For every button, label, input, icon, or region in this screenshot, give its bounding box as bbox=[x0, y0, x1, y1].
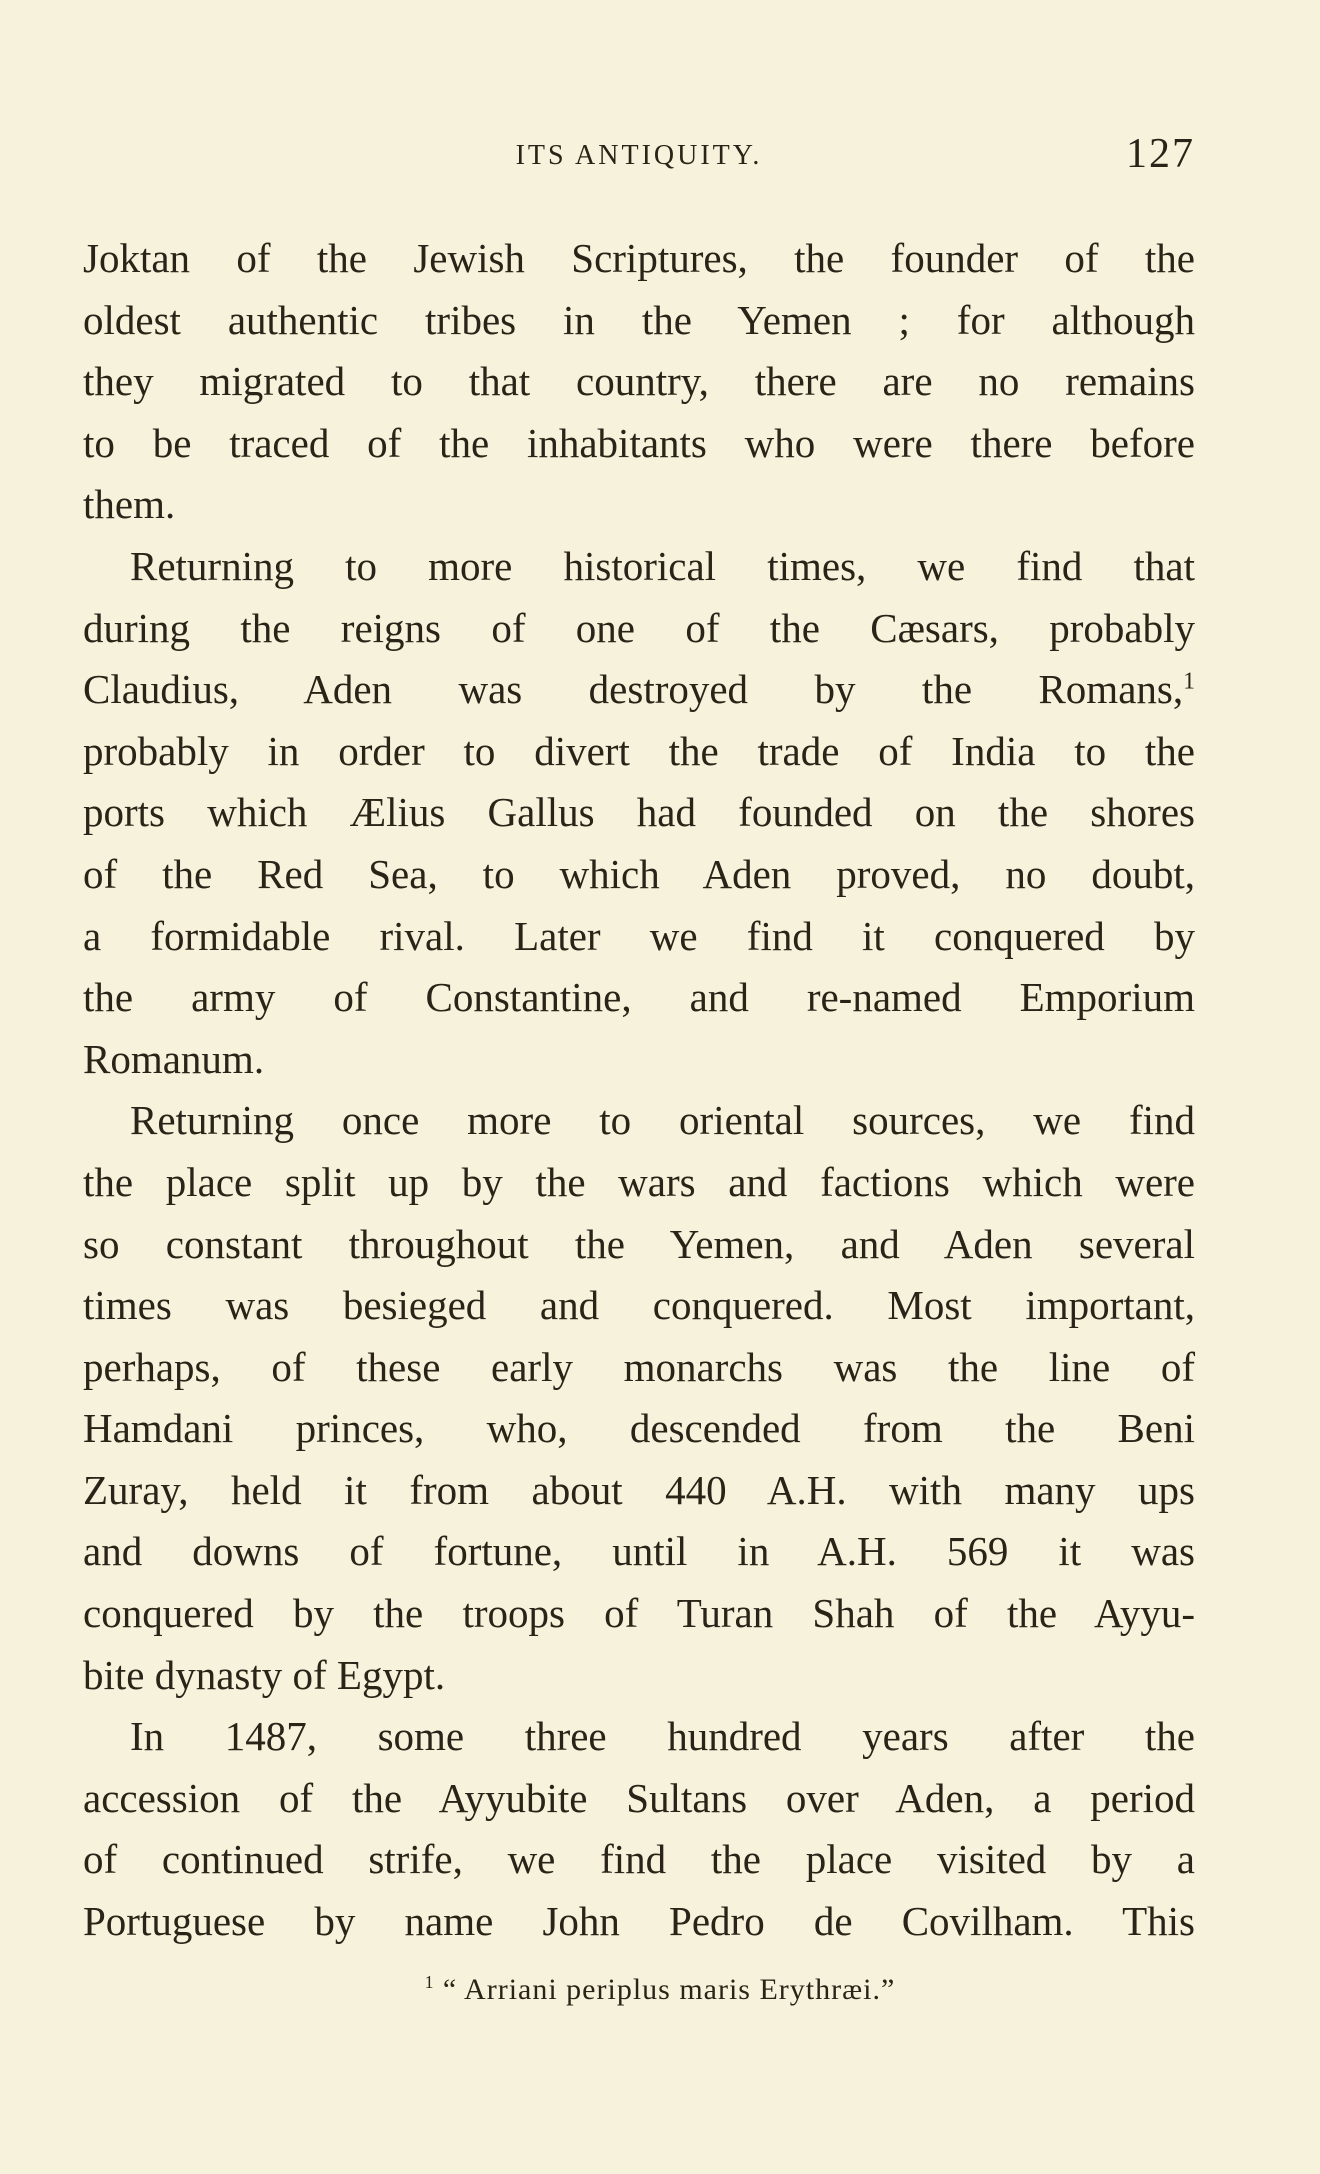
text-line: them. bbox=[83, 481, 176, 528]
text-line: of continued strife, we find the place visited by a bbox=[83, 1836, 1195, 1883]
text-line: Zuray, held it from about 440 A.H. with many ups bbox=[83, 1466, 1195, 1513]
text-line: so constant throughout the Yemen, and Aden several bbox=[83, 1220, 1195, 1267]
paragraph bbox=[83, 536, 1195, 1090]
footnote-marker: 1 bbox=[1183, 668, 1195, 695]
text-line: oldest authentic tribes in the Yemen ; for although bbox=[83, 296, 1195, 343]
text-line: during the reigns of one of the Cæsars, probably bbox=[83, 604, 1195, 651]
text-line: accession of the Ayyubite Sultans over Aden, a period bbox=[83, 1774, 1195, 1821]
text-line: probably in order to divert the trade of India to the bbox=[83, 727, 1195, 774]
text-line: Claudius, Aden was destroyed by the Romans, bbox=[83, 666, 1184, 713]
text-line: Returning to more historical times, we find that bbox=[130, 542, 1195, 589]
paragraph bbox=[83, 228, 1195, 536]
text-line: times was besieged and conquered. Most important, bbox=[83, 1282, 1195, 1329]
page-header bbox=[83, 131, 1195, 186]
text-line: Hamdani princes, who, descended from the Beni bbox=[83, 1405, 1195, 1452]
text-line: ports which Ælius Gallus had founded on the shores bbox=[83, 789, 1195, 836]
running-head: ITS ANTIQUITY. bbox=[515, 140, 763, 171]
text-line: a formidable rival. Later we find it conquered by bbox=[83, 912, 1195, 959]
text-line: to be traced of the inhabitants who were there before bbox=[83, 419, 1195, 466]
text-line-with-footnote bbox=[83, 659, 1195, 721]
paragraph bbox=[83, 1090, 1195, 1706]
paragraph bbox=[83, 1706, 1195, 1952]
text-line: Returning once more to oriental sources, we find bbox=[130, 1097, 1195, 1144]
text-line: perhaps, of these early monarchs was the line of bbox=[83, 1343, 1195, 1390]
text-line: Romanum. bbox=[83, 1035, 265, 1082]
text-line: the place split up by the wars and factions which were bbox=[83, 1158, 1195, 1205]
footnote bbox=[0, 1973, 1320, 2007]
text-line: Portuguese by name John Pedro de Covilham. This bbox=[83, 1898, 1195, 1945]
text-line: and downs of fortune, until in A.H. 569 it was bbox=[83, 1528, 1195, 1575]
text-line: conquered by the troops of Turan Shah of the Ayyu- bbox=[83, 1590, 1195, 1637]
footnote-marker: 1 bbox=[424, 1972, 435, 1992]
text-line: the army of Constantine, and re-named Emporium bbox=[83, 974, 1195, 1021]
text-line: In 1487, some three hundred years after the bbox=[130, 1713, 1195, 1760]
text-line: Joktan of the Jewish Scriptures, the founder of the bbox=[83, 235, 1195, 281]
page-number: 127 bbox=[1126, 131, 1195, 177]
body-text bbox=[83, 228, 1195, 1953]
text-line: they migrated to that country, there are no remains bbox=[83, 358, 1195, 405]
footnote-text: “ Arriani periplus maris Erythræi.” bbox=[442, 1973, 896, 2006]
text-line: of the Red Sea, to which Aden proved, no doubt, bbox=[83, 850, 1195, 897]
text-line: bite dynasty of Egypt. bbox=[83, 1651, 446, 1698]
